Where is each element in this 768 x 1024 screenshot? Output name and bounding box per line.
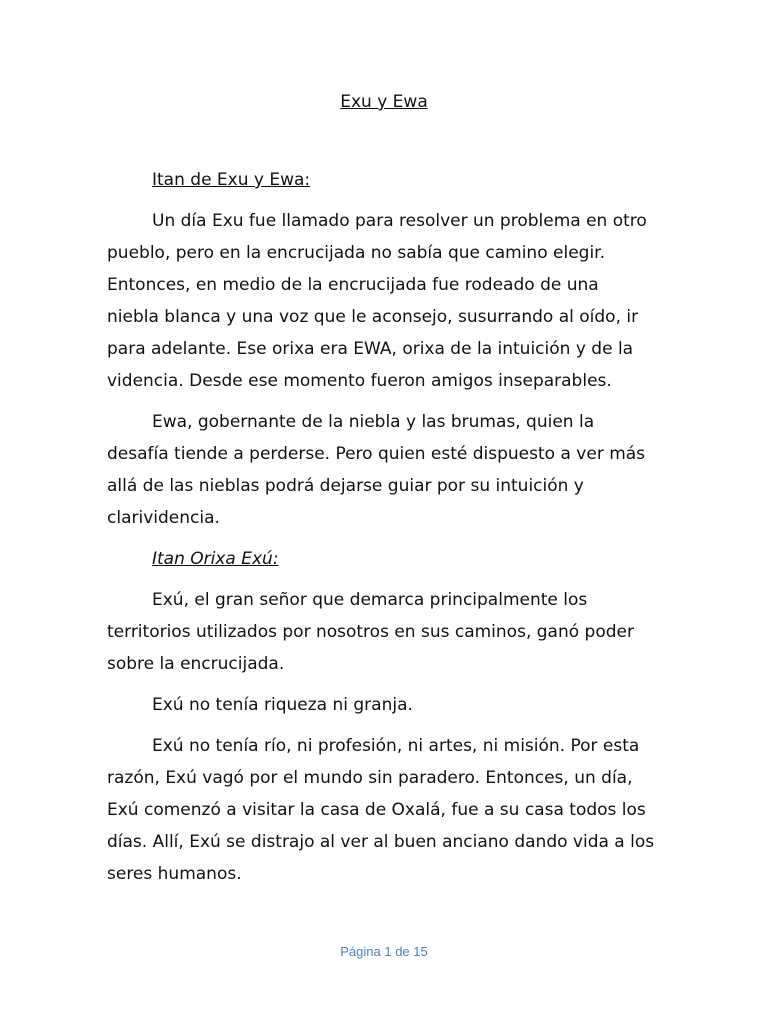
section-heading-text: Itan Orixa Exú: <box>152 549 279 569</box>
section-heading-itan-orixa-exu <box>107 543 655 575</box>
paragraph: Exú no tenía riqueza ni granja. <box>152 695 413 715</box>
paragraph: Ewa, gobernante de la niebla y las brumas, quien la desafía tiende a perderse. Pero quien esté dispuesto a ver más allá de las nieblas podrá dejarse guiar por su intuición y clarividencia. <box>107 412 646 528</box>
paragraph: Exú, el gran señor que demarca principalmente los territorios utilizados por nosotros en sus caminos, ganó poder sobre la encrucijada. <box>107 590 634 674</box>
paragraph: Un día Exu fue llamado para resolver un problema en otro pueblo, pero en la encrucijada no sabía que camino elegir. Entonces, en medio de la encrucijada fue rodeado de una niebla blanca y una voz que le aconsejo, susurrando al oído, ir para adelante. Ese orixa era EWA, orixa de la intuición y de la videncia. Desde ese momento fueron amigos inseparables. <box>107 211 647 391</box>
section-heading-text: Itan de Exu y Ewa: <box>152 170 311 190</box>
document-body <box>107 164 655 899</box>
document-title: Exu y Ewa <box>340 92 428 112</box>
section-heading-itan-exu-ewa <box>107 164 655 196</box>
paragraph: Exú no tenía río, ni profesión, ni artes, ni misión. Por esta razón, Exú vagó por el mundo sin paradero. Entonces, un día, Exú comenzó a visitar la casa de Oxalá, fue a su casa todos los días. Allí, Exú se distrajo al ver al buen anciano dando vida a los seres humanos. <box>107 736 655 884</box>
page-number-footer: Página 1 de 15 <box>340 944 428 959</box>
